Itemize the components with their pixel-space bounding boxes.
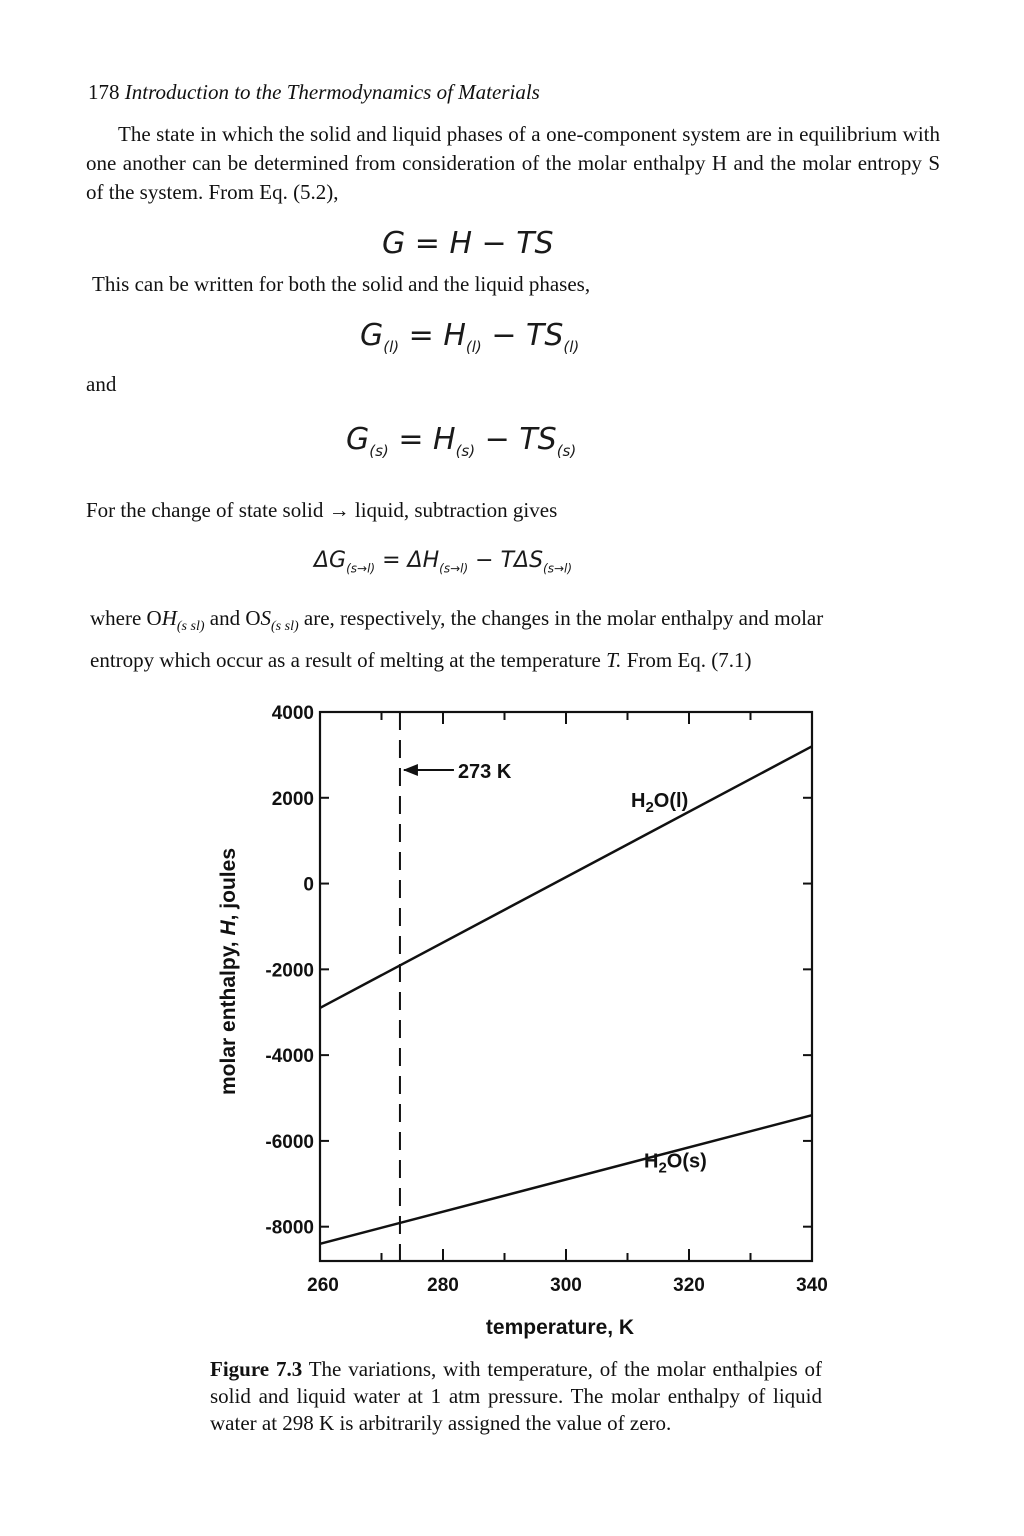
arrow-head xyxy=(403,764,418,776)
x-tick-label: 320 xyxy=(673,1275,705,1296)
y-tick-label: 2000 xyxy=(271,788,314,810)
eq-delta-sub-3: (s→l) xyxy=(543,561,573,576)
text-and: and xyxy=(86,372,117,396)
eq-delta-G: ΔG xyxy=(314,548,347,573)
eq-liquid-TS: TS xyxy=(526,318,564,353)
eq-delta-H: ΔH xyxy=(407,548,440,573)
caption-label: Figure 7.3 xyxy=(210,1357,303,1381)
paragraph-intro: The state in which the solid and liquid phases of a one-component system are in equilibrium with one another can be determined from consideration of the molar enthalpy H and the molar entropy S of the system. From Eq. (5.2), xyxy=(86,122,940,204)
eq-liquid-H: H xyxy=(443,318,466,353)
text-both-phases: This can be written for both the solid and the liquid phases, xyxy=(92,272,591,296)
y-tick-label: -4000 xyxy=(265,1046,314,1068)
y-tick-label: -8000 xyxy=(265,1217,314,1239)
chart-svg xyxy=(180,695,860,1355)
eq-liquid-sub-3: (l) xyxy=(563,338,580,356)
figure-caption xyxy=(210,1356,822,1437)
melting-point-label: 273 K xyxy=(457,761,512,783)
eq-delta-sub-2: (s→l) xyxy=(439,561,469,576)
where-sub-2: (s sl) xyxy=(271,619,299,635)
eq-liquid-G: G xyxy=(360,318,384,353)
x-axis-label: temperature, K xyxy=(485,1316,635,1339)
series-line-solid xyxy=(320,1115,812,1244)
x-tick-label: 260 xyxy=(307,1275,339,1296)
where2-T: T. xyxy=(606,648,622,672)
equation-gibbs-text: G = H − TS xyxy=(382,226,554,261)
running-header xyxy=(88,80,540,105)
x-tick-label: 300 xyxy=(550,1275,582,1296)
page-number: 178 xyxy=(88,80,120,104)
where2-pre: entropy which occur as a result of melting at the temperature xyxy=(90,648,607,672)
eq-liquid-sub-1: (l) xyxy=(383,338,400,356)
book-title: Introduction to the Thermodynamics of Materials xyxy=(124,80,540,104)
where-and: and O xyxy=(204,606,261,630)
equation-gibbs xyxy=(382,226,554,261)
eq-solid-sub-2: (s) xyxy=(455,442,476,460)
text-change-of-state: For the change of state solid → liquid, subtraction gives xyxy=(86,498,558,522)
series-label-solid: $H_2O(s)$ xyxy=(644,1150,707,1177)
x-tick-label: 340 xyxy=(796,1275,828,1296)
where-post: are, respectively, the changes in the molar enthalpy and molar xyxy=(298,606,824,630)
eq-liquid-sub-2: (l) xyxy=(465,338,482,356)
enthalpy-chart xyxy=(180,695,860,1355)
where-S: S xyxy=(260,606,272,630)
where-H: H xyxy=(161,606,177,630)
eq-delta-sub-1: (s→l) xyxy=(346,561,376,576)
y-tick-label: 4000 xyxy=(271,703,314,724)
eq-solid-sub-3: (s) xyxy=(556,442,577,460)
y-tick-label: -2000 xyxy=(265,960,314,982)
text-where-line1 xyxy=(90,606,823,635)
eq-solid-TS: TS xyxy=(519,422,557,457)
equation-solid: $G_{(s)} = H_{(s)} - TS_{(s)}$ xyxy=(346,422,577,460)
text-where-line2 xyxy=(90,648,752,673)
eq-solid-H: H xyxy=(433,422,456,457)
equation-delta: $\Delta G_{(s\to l)} = \Delta H_{(s\to l)} - T\Delta S_{(s\to l)}$ xyxy=(314,548,573,576)
series-label-liquid: $H_2O(l)$ xyxy=(631,790,689,817)
y-tick-label: -6000 xyxy=(265,1131,314,1153)
where-pre: where O xyxy=(90,606,162,630)
y-axis-label: molar enthalpy, H, joules xyxy=(217,847,240,1096)
where2-post: From Eq. (7.1) xyxy=(621,648,752,672)
series-line-liquid xyxy=(320,746,812,1008)
caption-block xyxy=(210,1356,822,1437)
x-tick-label: 280 xyxy=(427,1275,459,1296)
eq-delta-TS: TΔS xyxy=(500,548,544,573)
eq-solid-G: G xyxy=(346,422,370,457)
eq-solid-sub-1: (s) xyxy=(369,442,389,460)
caption-text: The variations, with temperature, of the molar enthalpies of solid and liquid water at 1 atm pressure. The molar enthalpy of liquid water at 298 K is arbitrarily assigned the value of zero. xyxy=(210,1357,823,1435)
where-sub-1: (s sl) xyxy=(176,619,205,635)
equation-liquid: $G_{(l)} = H_{(l)} - TS_{(l)}$ xyxy=(360,318,580,356)
y-tick-label: 0 xyxy=(303,874,314,896)
